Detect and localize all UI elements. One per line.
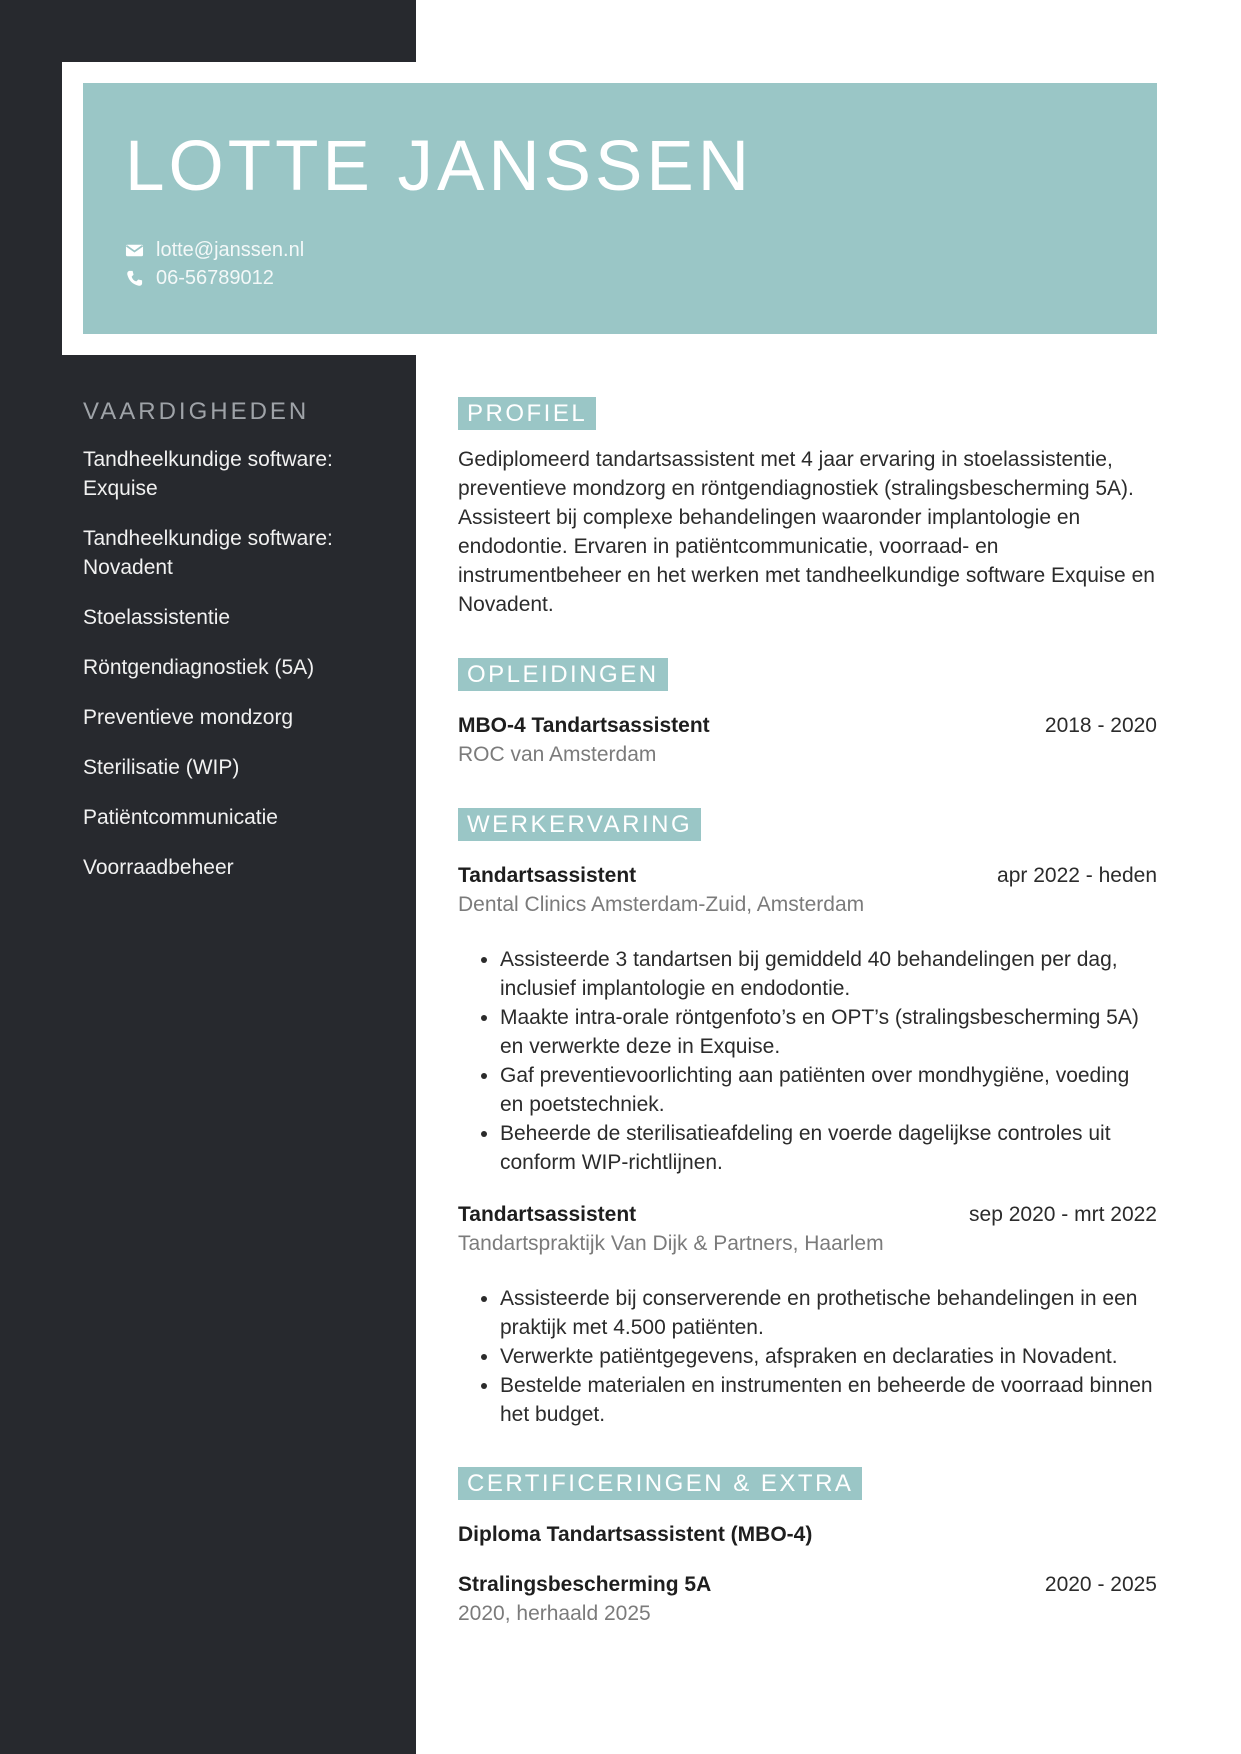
header-banner xyxy=(83,83,1157,334)
skill-item: Patiëntcommunicatie xyxy=(83,806,278,829)
skill-item: Tandheelkundige software: Exquise xyxy=(83,448,333,500)
email-row xyxy=(125,236,304,264)
job-bullet: • Assisteerde bij conserverende en prothetische behandelingen in een praktijk met 4.500 patiënten. xyxy=(500,1284,1157,1342)
job-bullet: • Beheerde de sterilisatieafdeling en voerde dagelijkse controles uit conform WIP-richtlijnen. xyxy=(500,1119,1157,1177)
job-bullets xyxy=(458,1284,1157,1429)
education-date: 2018 - 2020 xyxy=(1044,714,1157,737)
job-bullet: • Maakte intra-orale röntgenfoto’s en OPT’s (stralingsbescherming 5A) en verwerkte deze in Exquise. xyxy=(500,1003,1157,1061)
certification-entry xyxy=(458,1520,1157,1549)
profile-text: Gediplomeerd tandartsassistent met 4 jaar ervaring in stoelassistentie, preventieve mondzorg en röntgendiagnostiek (stralingsbescherming 5A). Assisteert bij complexe behandelingen waaronder implantologie en endodontie. Ervaren in patiëntcommunicatie, voorraad- en instrumentbeheer en het werken met tandheelkundige software Exquise en Novadent. xyxy=(458,448,1155,616)
job-bullet: • Gaf preventievoorlichting aan patiënten over mondhygiëne, voeding en poetstechniek. xyxy=(500,1061,1157,1119)
certification-date: 2020 - 2025 xyxy=(1044,1573,1157,1596)
job-title: Tandartsassistent xyxy=(458,864,637,887)
certification-title: Diploma Tandartsassistent (MBO-4) xyxy=(458,1523,813,1546)
education-title: OPLEIDINGEN xyxy=(458,658,668,691)
education-degree: MBO-4 Tandartsassistent xyxy=(458,714,710,737)
education-entry xyxy=(458,711,1157,769)
job-title: Tandartsassistent xyxy=(458,1203,637,1226)
job-date: sep 2020 - mrt 2022 xyxy=(969,1203,1157,1226)
job-employer: Tandartspraktijk Van Dijk & Partners, Haarlem xyxy=(458,1232,884,1255)
skill-item: Röntgendiagnostiek (5A) xyxy=(83,656,315,679)
skill-list xyxy=(83,445,393,882)
job-entry xyxy=(458,861,1157,1177)
profile-title: PROFIEL xyxy=(458,397,596,430)
job-entry xyxy=(458,1200,1157,1429)
education-school: ROC van Amsterdam xyxy=(458,743,657,766)
certifications-section xyxy=(458,1467,1157,1628)
job-employer: Dental Clinics Amsterdam-Zuid, Amsterdam xyxy=(458,893,865,916)
experience-section xyxy=(458,808,1157,1429)
phone-icon xyxy=(125,269,144,288)
job-date: apr 2022 - heden xyxy=(997,864,1157,887)
skill-item: Stoelassistentie xyxy=(83,606,231,629)
phone-row xyxy=(125,264,304,292)
certifications-title: CERTIFICERINGEN & EXTRA xyxy=(458,1467,862,1500)
contact-info xyxy=(125,236,304,292)
job-bullets xyxy=(458,945,1157,1177)
main-content xyxy=(458,397,1157,1628)
envelope-icon xyxy=(125,241,144,260)
certification-title: Stralingsbescherming 5A xyxy=(458,1573,712,1596)
skills-title: VAARDIGHEDEN xyxy=(83,398,310,425)
certification-entry xyxy=(458,1570,1157,1628)
job-bullet: • Verwerkte patiëntgegevens, afspraken en declaraties in Novadent. xyxy=(500,1342,1157,1371)
email-address[interactable]: lotte@janssen.nl xyxy=(156,238,305,261)
experience-title: WERKERVARING xyxy=(458,808,701,841)
job-bullet: • Assisteerde 3 tandartsen bij gemiddeld 40 behandelingen per dag, inclusief implantologie en endodontie. xyxy=(500,945,1157,1003)
education-section xyxy=(458,658,1157,769)
certification-note: 2020, herhaald 2025 xyxy=(458,1602,651,1625)
candidate-name: LOTTE JANSSEN xyxy=(125,127,754,206)
skill-item: Preventieve mondzorg xyxy=(83,706,294,729)
skill-item: Sterilisatie (WIP) xyxy=(83,756,240,779)
profile-section xyxy=(458,397,1157,619)
phone-number[interactable]: 06-56789012 xyxy=(156,266,274,289)
job-bullet: • Bestelde materialen en instrumenten en beheerde de voorraad binnen het budget. xyxy=(500,1371,1157,1429)
skill-item: Voorraadbeheer xyxy=(83,856,234,879)
skill-item: Tandheelkundige software: Novadent xyxy=(83,527,333,579)
skills-section xyxy=(83,397,393,903)
